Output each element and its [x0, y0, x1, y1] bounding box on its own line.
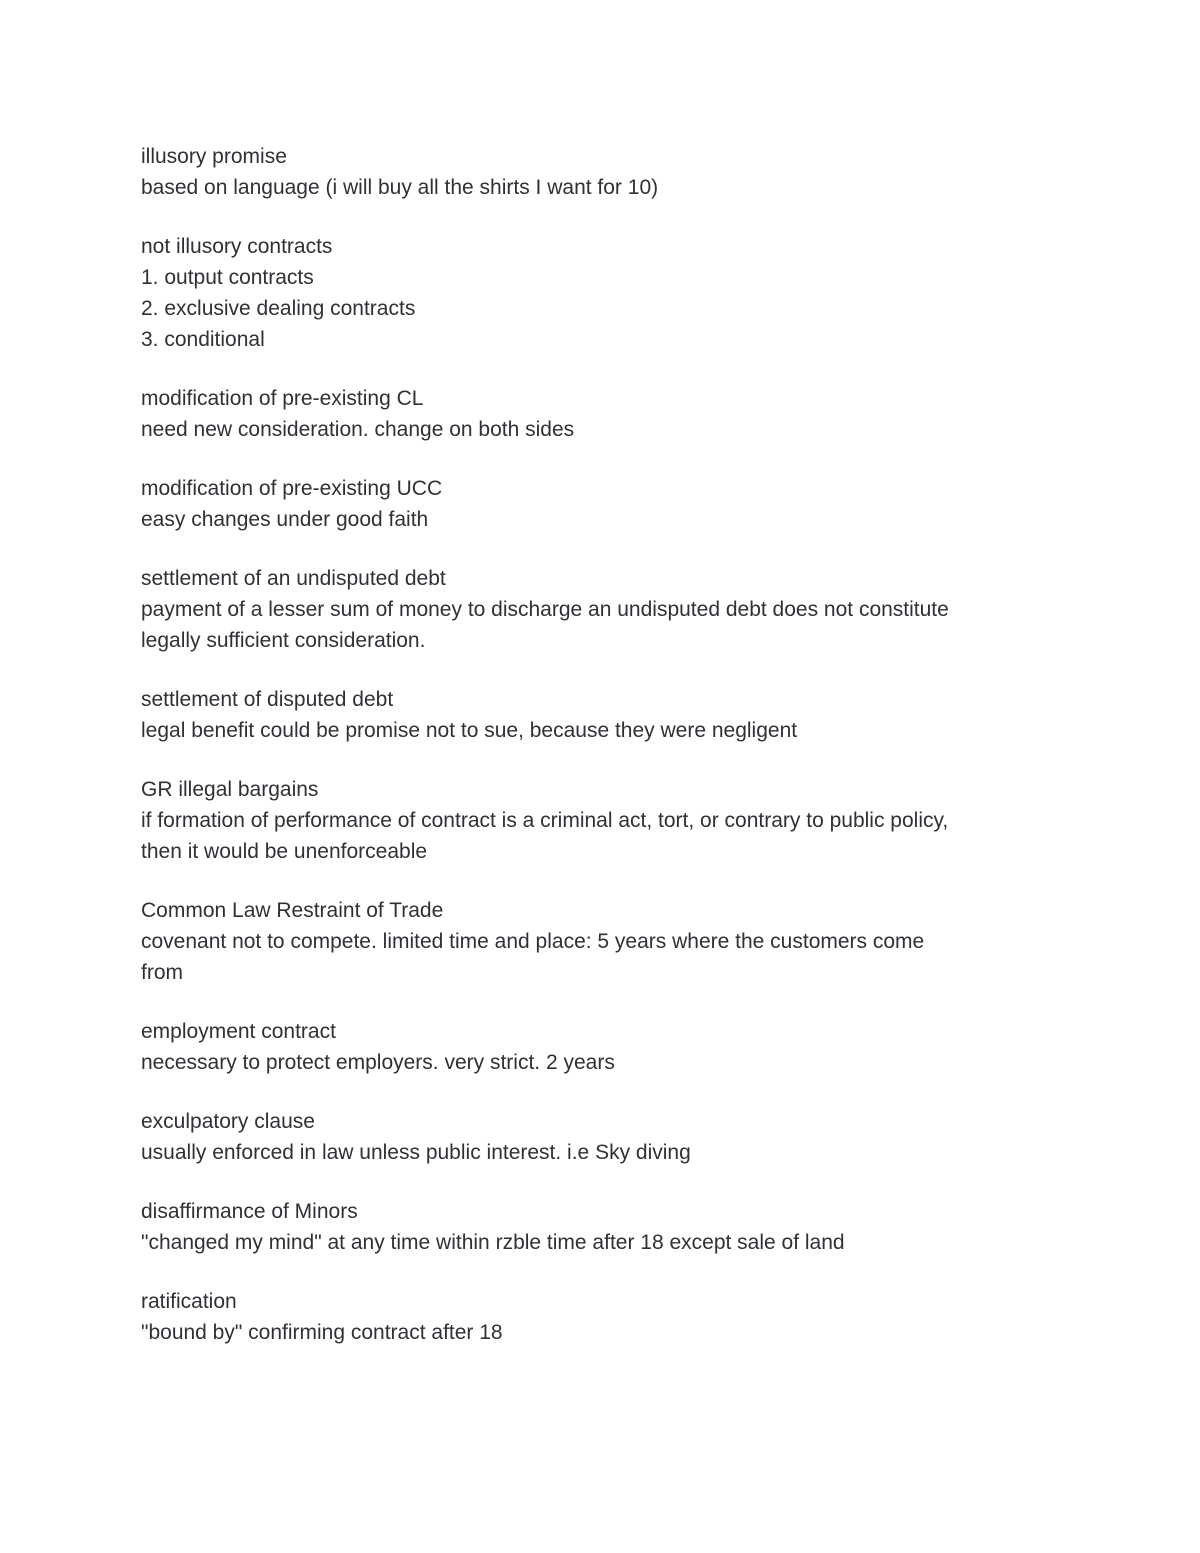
list-item: 1. output contracts: [141, 266, 314, 289]
note-employment-contract: [141, 1016, 1061, 1078]
note-ratification: [141, 1286, 1061, 1348]
note-restraint-of-trade: [141, 895, 1061, 988]
note-term: modification of pre-existing CL: [141, 387, 424, 410]
note-term: Common Law Restraint of Trade: [141, 899, 444, 922]
note-modification-ucc: [141, 473, 1061, 535]
list-item: 2. exclusive dealing contracts: [141, 297, 416, 320]
note-undisputed-debt: [141, 563, 1061, 656]
note-definition: "changed my mind" at any time within rzble time after 18 except sale of land: [141, 1231, 845, 1254]
note-term: disaffirmance of Minors: [141, 1200, 358, 1223]
note-definition-continued: legally sufficient consideration.: [141, 629, 426, 652]
note-term: modification of pre-existing UCC: [141, 477, 443, 500]
note-term: illusory promise: [141, 145, 287, 168]
note-term: settlement of disputed debt: [141, 688, 394, 711]
note-disputed-debt: [141, 684, 1061, 746]
note-modification-cl: [141, 383, 1061, 445]
note-definition: if formation of performance of contract is a criminal act, tort, or contrary to public policy,: [141, 809, 949, 832]
note-term: not illusory contracts: [141, 235, 333, 258]
note-illusory-promise: [141, 141, 1061, 203]
note-definition: legal benefit could be promise not to sue, because they were negligent: [141, 719, 798, 742]
note-not-illusory-contracts: [141, 231, 1061, 355]
note-definition: "bound by" confirming contract after 18: [141, 1321, 503, 1344]
note-term: settlement of an undisputed debt: [141, 567, 446, 590]
list-item: 3. conditional: [141, 328, 265, 351]
note-term: exculpatory clause: [141, 1110, 315, 1133]
note-exculpatory-clause: [141, 1106, 1061, 1168]
note-term: employment contract: [141, 1020, 336, 1043]
note-definition: necessary to protect employers. very strict. 2 years: [141, 1051, 615, 1074]
note-term: ratification: [141, 1290, 237, 1313]
note-definition-continued: from: [141, 961, 183, 984]
note-term: GR illegal bargains: [141, 778, 319, 801]
note-illegal-bargains: [141, 774, 1061, 867]
note-definition: based on language (i will buy all the shirts I want for 10): [141, 176, 659, 199]
note-definition: need new consideration. change on both sides: [141, 418, 575, 441]
document-page: [141, 141, 1061, 1376]
note-definition: usually enforced in law unless public interest. i.e Sky diving: [141, 1141, 691, 1164]
note-definition: easy changes under good faith: [141, 508, 429, 531]
note-definition: covenant not to compete. limited time and place: 5 years where the customers come: [141, 930, 925, 953]
note-definition-continued: then it would be unenforceable: [141, 840, 428, 863]
note-disaffirmance-minors: [141, 1196, 1061, 1258]
note-definition: payment of a lesser sum of money to discharge an undisputed debt does not constitute: [141, 598, 949, 621]
